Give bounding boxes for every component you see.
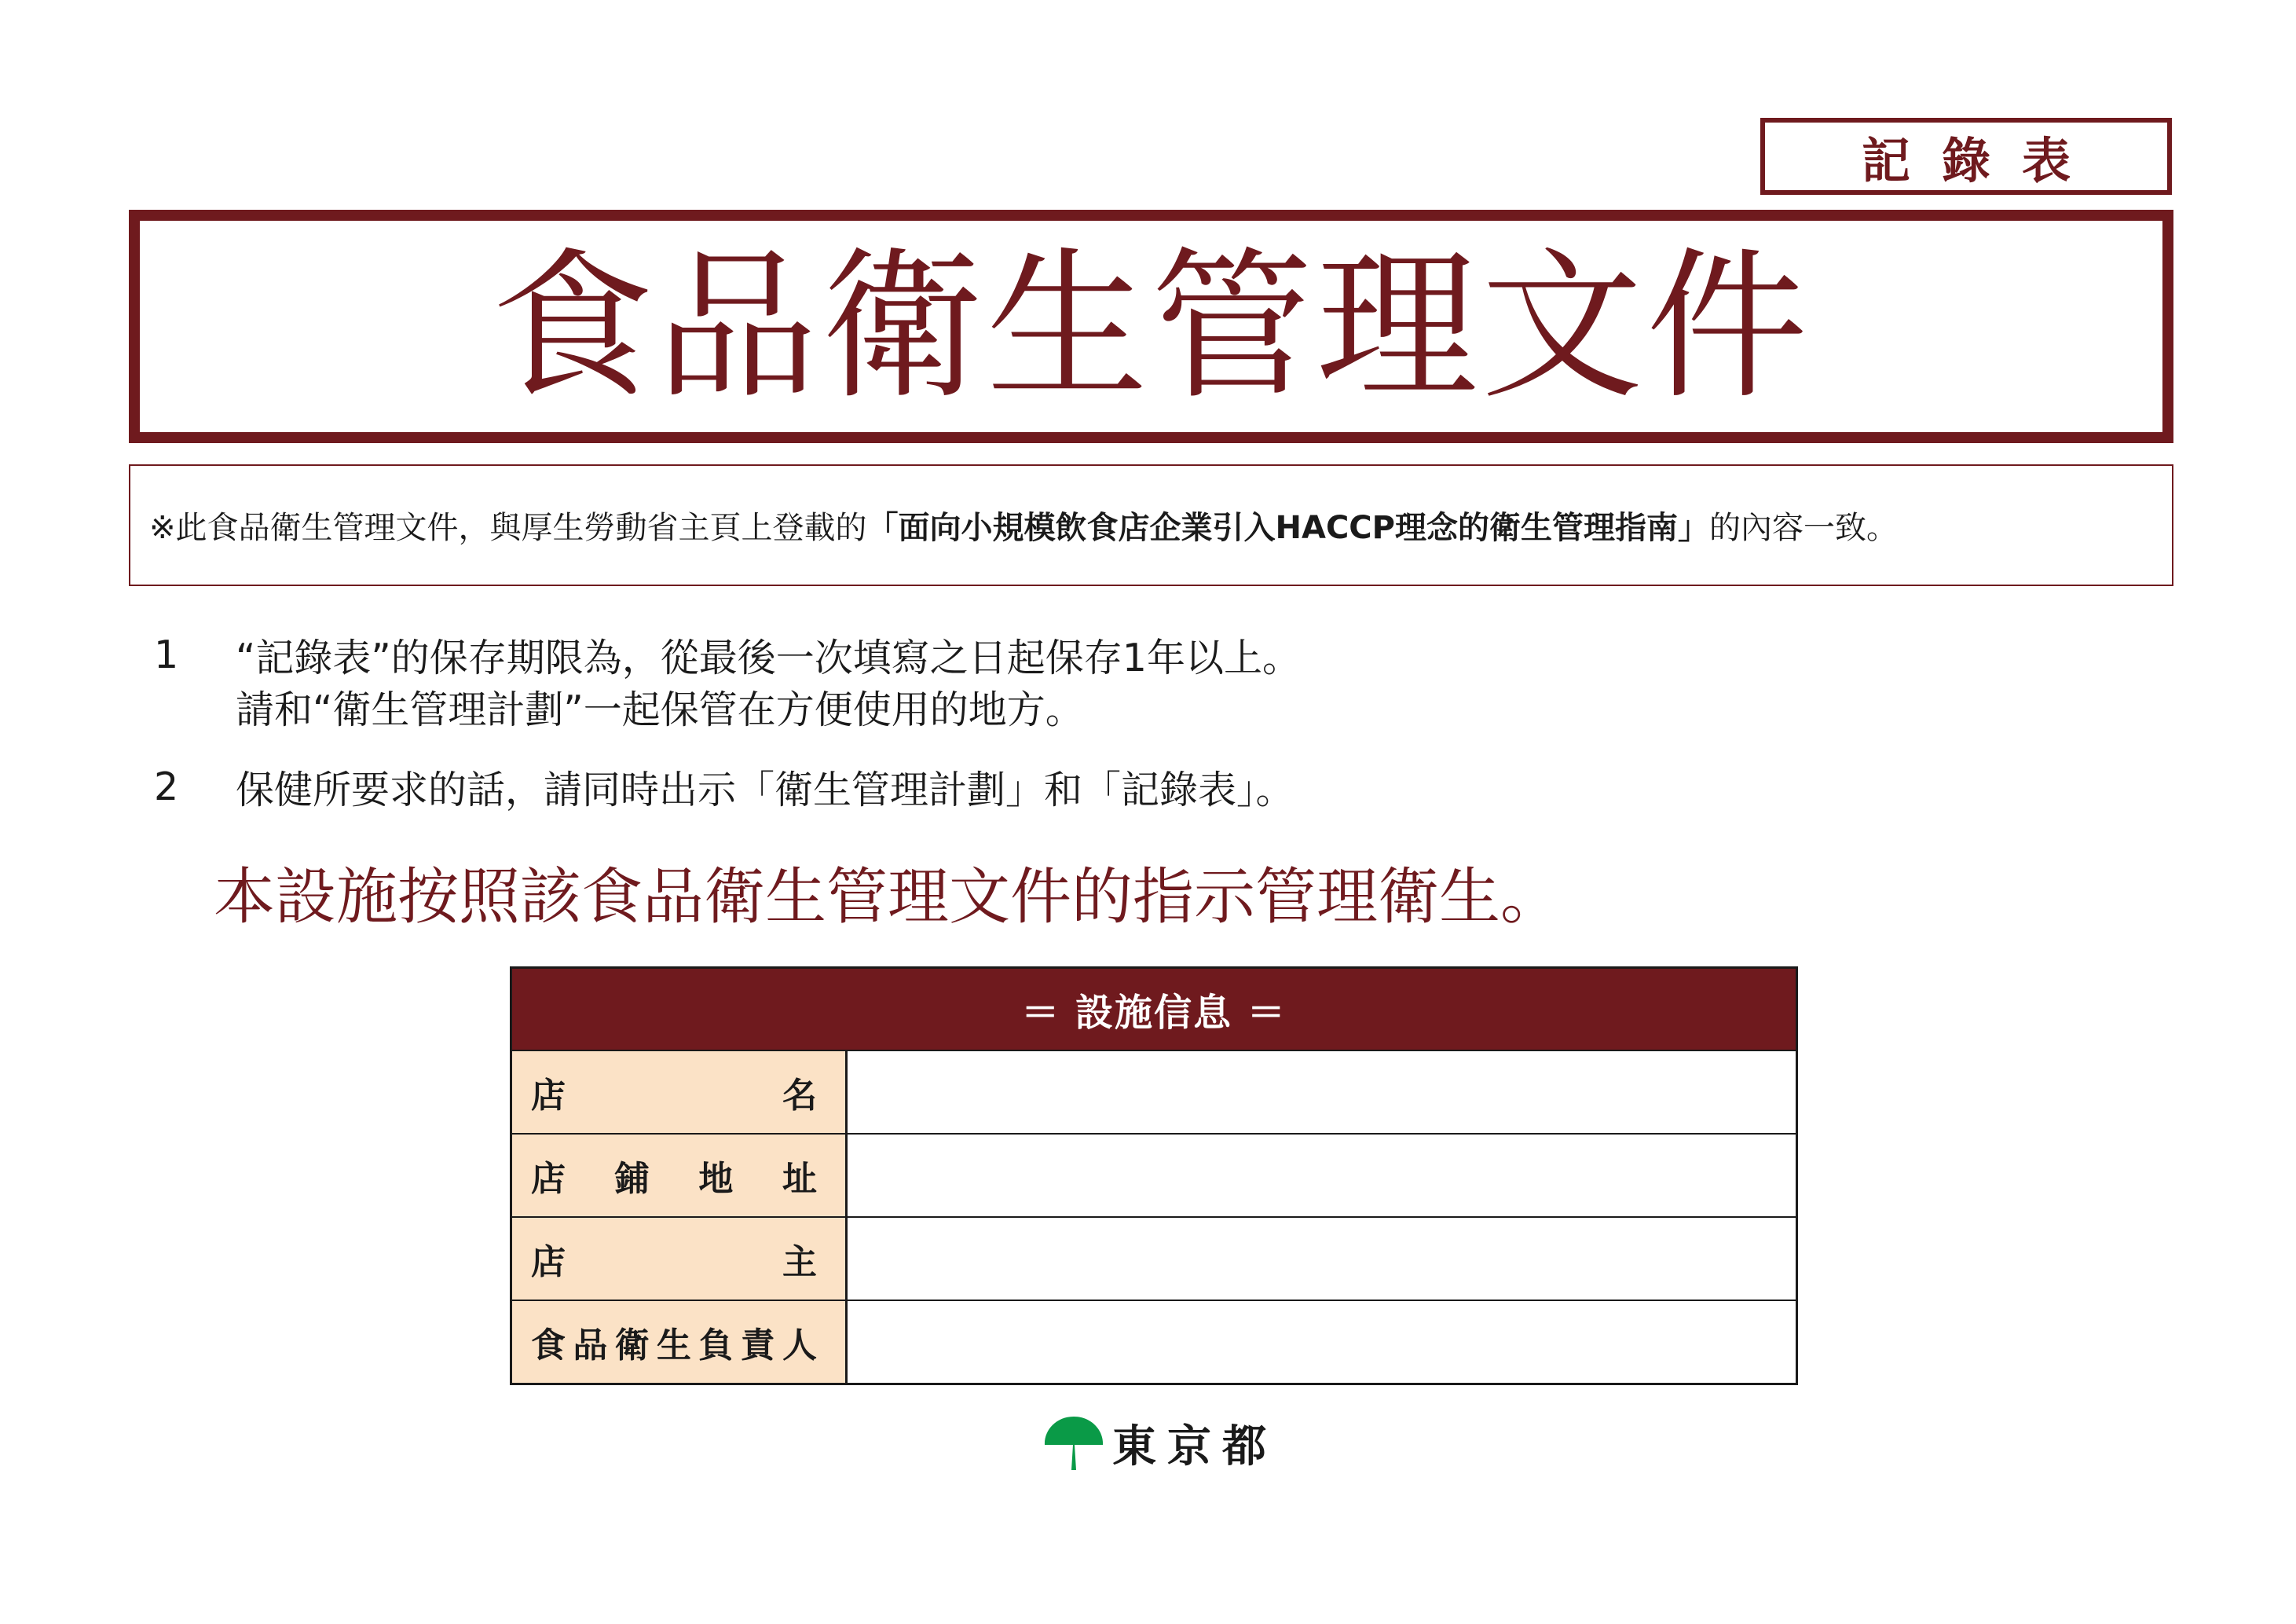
note-item-1 — [154, 632, 1301, 736]
declaration-statement: 本設施按照該食品衛生管理文件的指示管理衛生。 — [214, 862, 1562, 933]
label-char: 負 — [698, 1325, 734, 1366]
label-char: 責 — [740, 1325, 775, 1366]
notice-suffix: 的內容一致。 — [1708, 510, 1898, 546]
note-line: 請和“衛生管理計劃”一起保管在方便使用的地方。 — [236, 687, 1084, 732]
row-label — [512, 1218, 848, 1300]
label-char: 生 — [656, 1325, 691, 1366]
note-body — [236, 632, 1301, 736]
tokyo-logo — [1043, 1412, 1277, 1475]
note-item-2 — [154, 764, 1301, 816]
label-char: 鋪 — [614, 1159, 650, 1199]
organization-name: 東京都 — [1112, 1421, 1277, 1472]
facility-info-header: ＝ 設施信息 ＝ — [512, 969, 1796, 1051]
page-title: 食品衛生管理文件 — [491, 232, 1811, 421]
label-char: 店 — [531, 1159, 566, 1199]
note-line: “記錄表”的保存期限為，從最後一次填寫之日起保存1年以上。 — [236, 636, 1301, 680]
note-body — [236, 764, 1294, 816]
facility-row-store-address — [512, 1135, 1796, 1218]
note-line: 保健所要求的話，請同時出示「衛生管理計劃」和「記錄表」。 — [236, 768, 1294, 812]
row-label — [512, 1135, 848, 1216]
note-number: 2 — [154, 764, 179, 809]
label-char: 人 — [782, 1325, 817, 1366]
label-char: 名 — [782, 1076, 817, 1116]
facility-info-table — [510, 966, 1798, 1385]
hygiene-manager-field[interactable] — [848, 1301, 1796, 1383]
label-char: 店 — [531, 1076, 566, 1116]
label-char: 食 — [531, 1325, 566, 1366]
notice-prefix: ※此食品衛生管理文件，與厚生勞動省主頁上登載的 — [149, 510, 867, 546]
notes-list — [154, 632, 1301, 816]
label-char: 品 — [573, 1325, 608, 1366]
record-sheet-badge: 記錄表 — [1760, 118, 2172, 195]
facility-row-hygiene-manager — [512, 1301, 1796, 1383]
label-char: 衛 — [614, 1325, 650, 1366]
store-address-field[interactable] — [848, 1135, 1796, 1216]
facility-row-owner — [512, 1218, 1796, 1301]
label-char: 地 — [698, 1159, 734, 1199]
store-name-field[interactable] — [848, 1051, 1796, 1133]
label-char: 店 — [531, 1242, 566, 1282]
note-number: 1 — [154, 632, 179, 677]
facility-row-store-name — [512, 1051, 1796, 1135]
notice-guideline-title: 「面向小規模飲食店企業引入HACCP理念的衛生管理指南」 — [866, 510, 1709, 546]
row-label — [512, 1301, 848, 1383]
notice-box — [129, 464, 2173, 586]
tokyo-ginkgo-icon — [1043, 1413, 1104, 1473]
label-char: 址 — [782, 1159, 817, 1199]
title-frame — [129, 210, 2173, 443]
label-char: 主 — [782, 1242, 817, 1282]
owner-field[interactable] — [848, 1218, 1796, 1300]
row-label — [512, 1051, 848, 1133]
